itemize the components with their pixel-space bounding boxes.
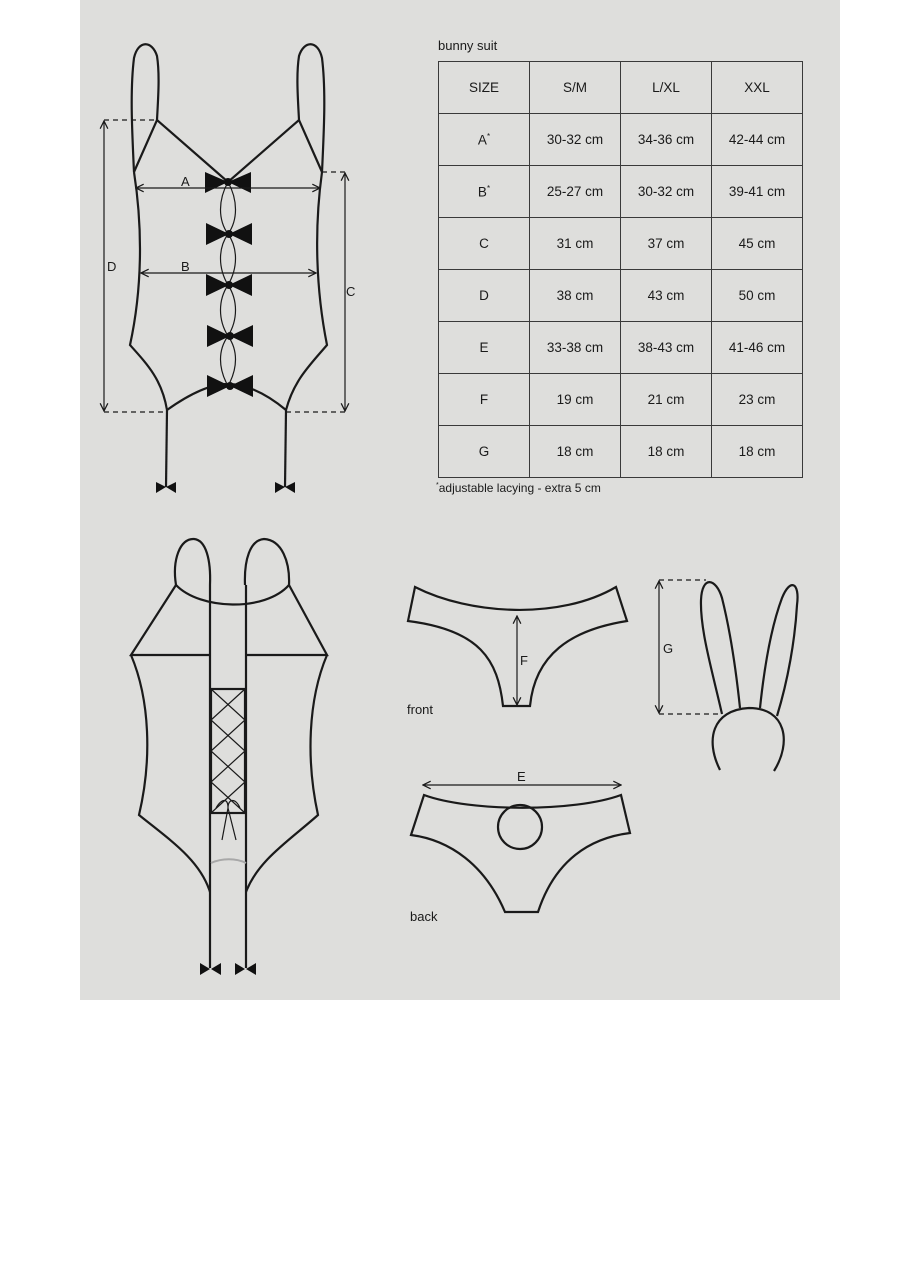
brief-back [410, 769, 630, 924]
row-label: C [439, 218, 530, 270]
measure-label-c: C [346, 284, 356, 299]
bow-icon [206, 274, 252, 296]
row-label: A* [439, 114, 530, 166]
bodysuit-back [131, 539, 327, 975]
table-cell: 18 cm [712, 426, 803, 478]
bow-icon [206, 223, 252, 245]
tail-pom [498, 805, 542, 849]
table-cell: 41-46 cm [712, 322, 803, 374]
row-label: E [439, 322, 530, 374]
table-cell: 38-43 cm [621, 322, 712, 374]
table-cell: 19 cm [530, 374, 621, 426]
measure-label-b: B [181, 259, 190, 274]
header-cell: SIZE [439, 62, 530, 114]
header-cell: XXL [712, 62, 803, 114]
brief-front [407, 587, 627, 717]
header-cell: S/M [530, 62, 621, 114]
measure-label-d: D [107, 259, 117, 274]
row-label: F [439, 374, 530, 426]
measure-label-a: A [181, 174, 190, 189]
footnote: *adjustable lacying - extra 5 cm [436, 481, 601, 495]
table-cell: 42-44 cm [712, 114, 803, 166]
header-cell: L/XL [621, 62, 712, 114]
table-cell: 30-32 cm [621, 166, 712, 218]
table-cell: 33-38 cm [530, 322, 621, 374]
bunny-ears-headband [659, 580, 798, 771]
table-cell: 38 cm [530, 270, 621, 322]
table-cell: 50 cm [712, 270, 803, 322]
bodysuit-front [104, 44, 355, 493]
bow-icon [207, 325, 253, 347]
table-cell: 23 cm [712, 374, 803, 426]
back-label: back [410, 909, 438, 924]
front-label: front [407, 702, 434, 717]
table-cell: 43 cm [621, 270, 712, 322]
table-cell: 45 cm [712, 218, 803, 270]
product-title: bunny suit [438, 38, 498, 53]
measure-label-g: G [663, 641, 674, 656]
table-cell: 30-32 cm [530, 114, 621, 166]
table-cell: 34-36 cm [621, 114, 712, 166]
table-cell: 18 cm [621, 426, 712, 478]
bow-icon [205, 172, 251, 193]
row-label: D [439, 270, 530, 322]
table-cell: 25-27 cm [530, 166, 621, 218]
table-cell: 18 cm [530, 426, 621, 478]
table-cell: 39-41 cm [712, 166, 803, 218]
bow-icon [207, 375, 253, 397]
table-cell: 31 cm [530, 218, 621, 270]
measure-label-e: E [517, 769, 526, 784]
table-cell: 21 cm [621, 374, 712, 426]
table-cell: 37 cm [621, 218, 712, 270]
measure-label-f: F [520, 653, 528, 668]
row-label: G [439, 426, 530, 478]
row-label: B* [439, 166, 530, 218]
